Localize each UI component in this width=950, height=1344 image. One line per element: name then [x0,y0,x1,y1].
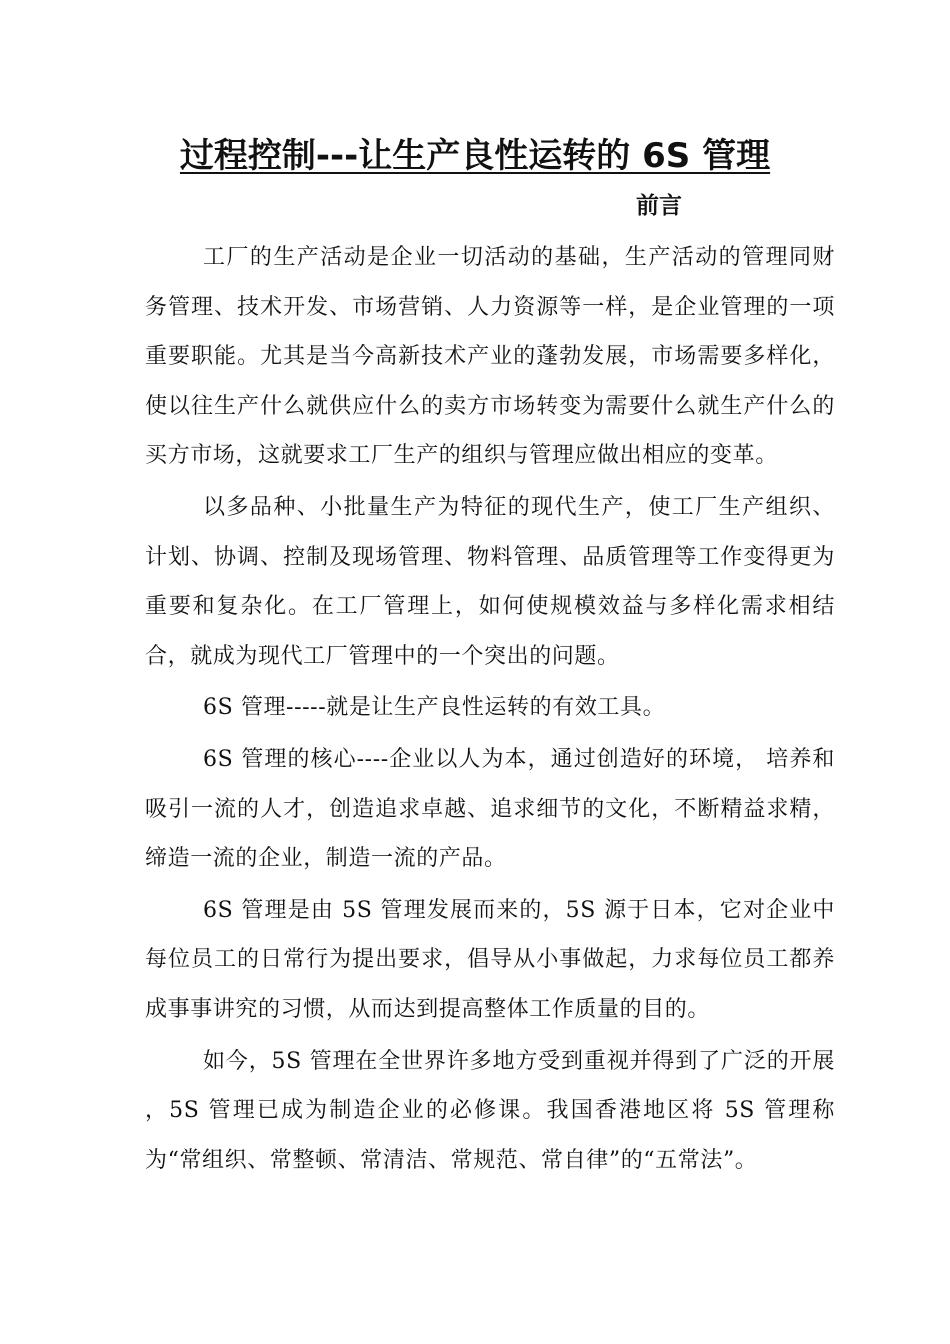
document-title-text: 过程控制---让生产良性运转的 6S 管理 [179,136,771,176]
paragraph: 工厂的生产活动是企业一切活动的基础，生产活动的管理同财务管理、技术开发、市场营销、人力资源等一样，是企业管理的一项重要职能。尤其是当今高新技术产业的蓬勃发展，市场需要多样化，使以往生产什么就供应什么的卖方市场转变为需要什么就生产什么的买方市场，这就要求工厂生产的组织与管理应做出相应的变革。 [145,245,835,469]
paragraph: 6S 管理-----就是让生产良性运转的有效工具。 [203,695,666,721]
section-heading: 前言 [636,193,682,219]
paragraph: 如今，5S 管理在全世界许多地方受到重视并得到了广泛的开展 ，5S 管理已成为制造企业的必修课。我国香港地区将 5S 管理称为“常组织、常整顿、常清洁、常规范、常自律”的“五常法”。 [145,1048,835,1173]
paragraph: 6S 管理是由 5S 管理发展而来的，5S 源于日本，它对企业中每位员工的日常行为提出要求，倡导从小事做起，力求每位员工都养成事事讲究的习惯，从而达到提高整体工作质量的目的。 [145,897,835,1022]
document-title [0,128,950,177]
paragraph: 6S 管理的核心----企业以人为本，通过创造好的环境， 培养和吸引一流的人才，创造追求卓越、追求细节的文化，不断精益求精，缔造一流的企业，制造一流的产品。 [145,746,835,872]
document-body [145,233,835,1187]
paragraph: 以多品种、小批量生产为特征的现代生产，使工厂生产组织、计划、协调、控制及现场管理、物料管理、品质管理等工作变得更为重要和复杂化。在工厂管理上，如何使规模效益与多样化需求相结合，就成为现代工厂管理中的一个突出的问题。 [145,494,835,669]
